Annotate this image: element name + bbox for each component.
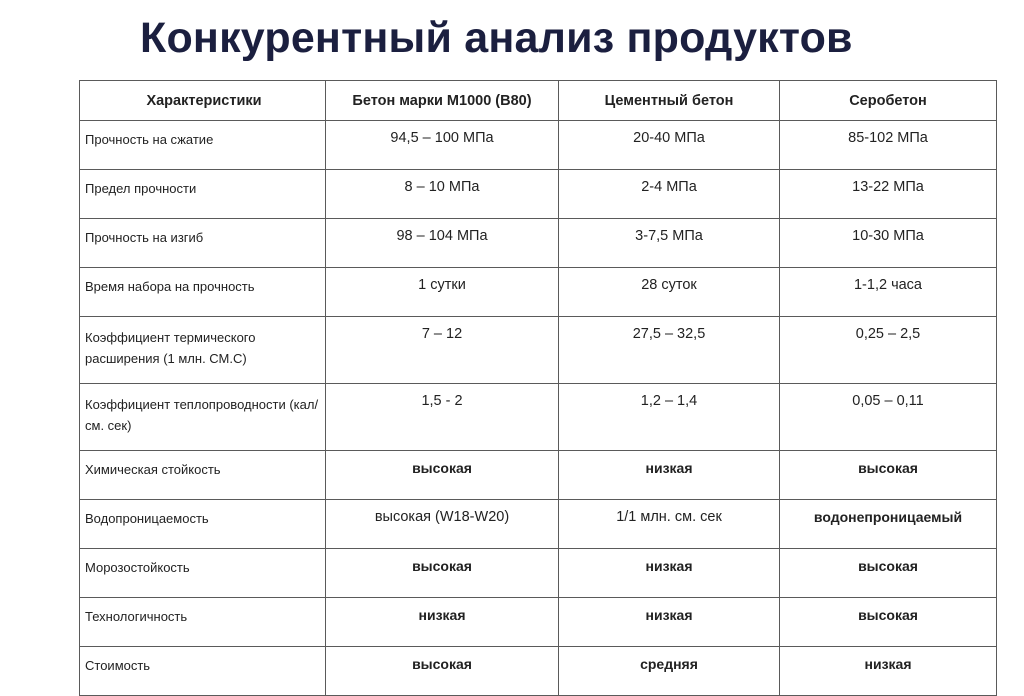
table-row (80, 549, 997, 598)
row-label: Технологичность (80, 598, 326, 647)
table-cell: средняя (559, 647, 780, 696)
table-cell: 7 – 12 (326, 317, 559, 384)
row-label: Коэффициент термического расширения (1 млн. СМ.С) (80, 317, 326, 384)
table-row (80, 598, 997, 647)
row-label: Предел прочности (80, 170, 326, 219)
table-cell: 3-7,5 МПа (559, 219, 780, 268)
table-cell: высокая (W18-W20) (326, 500, 559, 549)
comparison-table (79, 80, 997, 696)
table-row (80, 219, 997, 268)
row-label: Химическая стойкость (80, 451, 326, 500)
table-header-row (80, 81, 997, 121)
table-cell: 1-1,2 часа (780, 268, 997, 317)
table-cell: 0,05 – 0,11 (780, 384, 997, 451)
table-row (80, 170, 997, 219)
row-label: Морозостойкость (80, 549, 326, 598)
table-cell: 10-30 МПа (780, 219, 997, 268)
table-row (80, 317, 997, 384)
table-cell: 13-22 МПа (780, 170, 997, 219)
table-row (80, 500, 997, 549)
table-cell: 98 – 104 МПа (326, 219, 559, 268)
table-cell: 2-4 МПа (559, 170, 780, 219)
row-label: Стоимость (80, 647, 326, 696)
table-cell: 28 суток (559, 268, 780, 317)
table-cell: 8 – 10 МПа (326, 170, 559, 219)
table-cell: 1/1 млн. см. сек (559, 500, 780, 549)
table-cell: высокая (326, 451, 559, 500)
column-header: Бетон марки М1000 (В80) (326, 81, 559, 121)
column-header: Цементный бетон (559, 81, 780, 121)
row-label: Прочность на сжатие (80, 121, 326, 170)
table-cell: 1,2 – 1,4 (559, 384, 780, 451)
table-cell: 85-102 МПа (780, 121, 997, 170)
row-label: Время набора на прочность (80, 268, 326, 317)
table-cell: низкая (326, 598, 559, 647)
table-row (80, 268, 997, 317)
table-cell: 1 сутки (326, 268, 559, 317)
row-label: Коэффициент теплопроводности (кал/см. сек) (80, 384, 326, 451)
table-cell: водонепроницаемый (780, 500, 997, 549)
table-cell: 1,5 - 2 (326, 384, 559, 451)
table-cell: высокая (780, 549, 997, 598)
table-cell: 27,5 – 32,5 (559, 317, 780, 384)
row-label: Прочность на изгиб (80, 219, 326, 268)
row-label: Водопроницаемость (80, 500, 326, 549)
table-cell: низкая (780, 647, 997, 696)
table-cell: высокая (326, 647, 559, 696)
table-row (80, 121, 997, 170)
column-header: Серобетон (780, 81, 997, 121)
page-title: Конкурентный анализ продуктов (140, 14, 853, 62)
table-cell: 20-40 МПа (559, 121, 780, 170)
column-header: Характеристики (80, 81, 326, 121)
table-cell: высокая (780, 598, 997, 647)
table-cell: низкая (559, 549, 780, 598)
table-row (80, 451, 997, 500)
table-cell: 0,25 – 2,5 (780, 317, 997, 384)
table-cell: высокая (326, 549, 559, 598)
table-cell: высокая (780, 451, 997, 500)
table-cell: низкая (559, 598, 780, 647)
table-cell: 94,5 – 100 МПа (326, 121, 559, 170)
table-row (80, 384, 997, 451)
table-row (80, 647, 997, 696)
table-cell: низкая (559, 451, 780, 500)
